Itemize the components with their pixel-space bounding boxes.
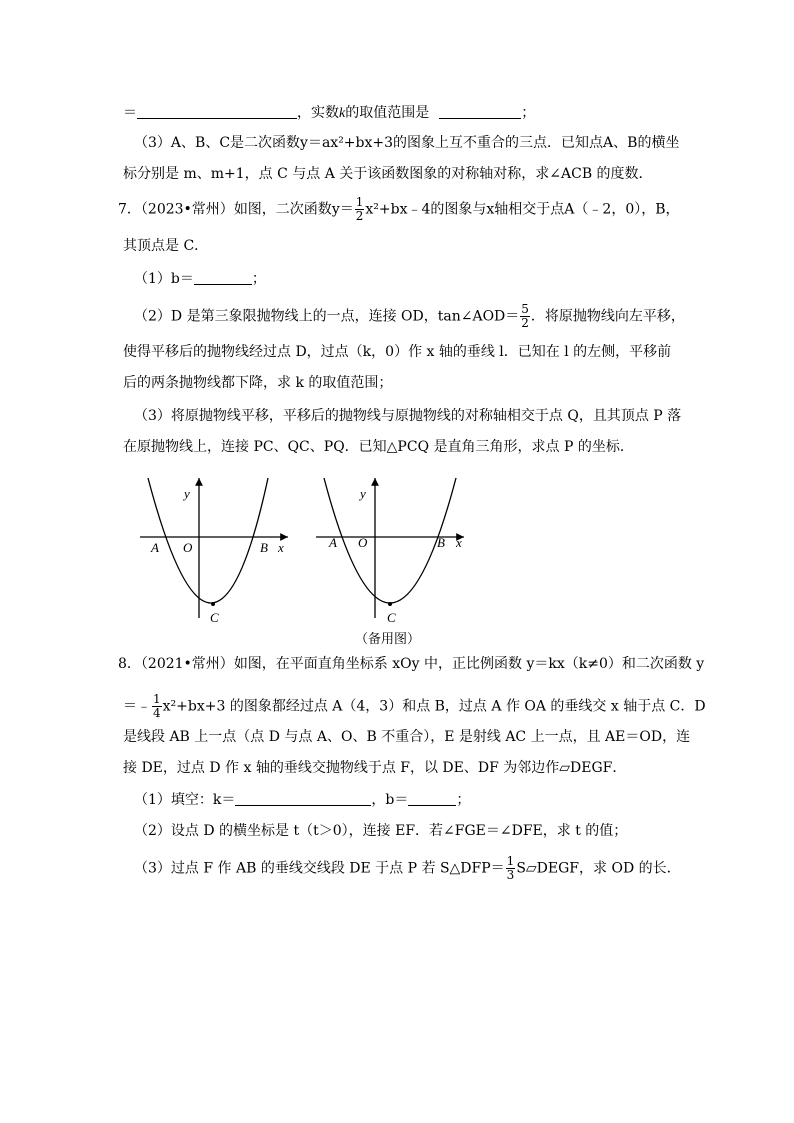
parabola-curve (148, 478, 268, 603)
q8-intro-line1: 8．（2021•常州）如图，在平面直角坐标系 xOy 中，正比例函数 y＝kx（k≠0）和二次函数 y (118, 656, 705, 672)
tan-fraction: $\frac{5}{2}$ (521, 302, 529, 330)
q7-part3-line2: 在原抛物线上，连接 PC、QC、PQ．已知△PCQ 是直角三角形，求点 P 的坐标． (123, 439, 634, 455)
answer-blank-k[interactable] (235, 791, 371, 806)
q8-intro-line4: 接 DE，过点 D 作 x 轴的垂线交抛物线于点 F，以 DE、DF 为邻边作▱DEGF． (123, 760, 627, 776)
point-a-label: A (329, 535, 337, 550)
point-a-label: A (151, 540, 159, 555)
q7-part2-line2: 使得平移后的抛物线经过点 D，过点（k，0）作 x 轴的垂线 l．已知在 l 的左侧，平移前 (123, 344, 672, 360)
q7-intro-line1: 7．（2023•常州）如图，二次函数y＝ $\frac{1}{2}$ x²+bx﹣4的图象与x轴相交于点A（﹣2，0），B， (118, 195, 680, 223)
q8-part3: （3）过点 F 作 AB 的垂线交线段 DE 于点 P 若 S△DFP＝ $\frac{1}{3}$ S▱DEGF，求 OD 的长． (134, 854, 681, 882)
q6-fill-line: ＝ ，实数k的取值范围是 ； (123, 105, 536, 121)
q7-part2-line1: （2）D 是第三象限抛物线上的一点，连接 OD，tan∠AOD＝ $\frac{5}{2}$ ．将原抛物线向左平移， (134, 302, 685, 330)
answer-blank-1[interactable] (137, 104, 297, 119)
point-b-label: B (260, 540, 268, 555)
y-label: y (184, 486, 190, 501)
q6-part3-line1: （3）A、B、C是二次函数y＝ax²+bx+3的图象上互不重合的三点．已知点A、B的横坐 (134, 135, 680, 151)
origin-label: O (183, 540, 193, 555)
origin-label: O (358, 535, 368, 550)
q8-fraction: $\frac{1}{4}$ (153, 692, 161, 720)
area-fraction: $\frac{1}{3}$ (506, 854, 515, 882)
answer-blank-b2[interactable] (408, 791, 456, 806)
point-b-label: B (437, 535, 445, 550)
point-c-label: C (210, 610, 219, 625)
q7-part2-line3: 后的两条抛物线都下降，求 k 的取值范围； (123, 375, 393, 391)
parabola-figure-main (132, 468, 302, 626)
q8-part1: （1）填空：k＝ ，b＝ ； (134, 792, 471, 808)
x-label: x (456, 535, 462, 550)
q8-intro-line3: 是线段 AB 上一点（点 D 与点 A、O、B 不重合），E 是射线 AC 上一点，且 AE＝OD，连 (123, 729, 691, 745)
y-label: y (360, 486, 366, 501)
parabola-figure-backup (308, 468, 478, 626)
vertex-point (211, 602, 215, 606)
q7-fraction: $\frac{1}{2}$ (355, 195, 364, 223)
x-label: x (278, 540, 284, 555)
answer-blank-b[interactable] (194, 270, 252, 285)
q6-part3-line2: 标分别是 m、m+1，点 C 与点 A 关于该函数图象的对称轴对称，求∠ACB 的度数． (123, 166, 653, 182)
q7-part3-line1: （3）将原抛物线平移，平移后的抛物线与原抛物线的对称轴相交于点 Q，且其顶点 P 落 (134, 408, 682, 424)
answer-blank-2[interactable] (439, 104, 521, 119)
q7-part1: （1）b＝ ； (134, 271, 266, 287)
point-c-label: C (387, 610, 396, 625)
figure-caption: （备用图） (355, 632, 421, 647)
vertex-point (388, 602, 392, 606)
q8-intro-line2: ＝﹣ $\frac{1}{4}$ x²+bx+3 的图象都经过点 A（4，3）和点 B，过点 A 作 OA 的垂线交 x 轴于点 C．D (123, 692, 706, 720)
q7-intro-line2: 其顶点是 C． (123, 238, 209, 254)
q8-part2: （2）设点 D 的横坐标是 t（t＞0），连接 EF．若∠FGE＝∠DFE，求 t 的值； (134, 823, 628, 839)
